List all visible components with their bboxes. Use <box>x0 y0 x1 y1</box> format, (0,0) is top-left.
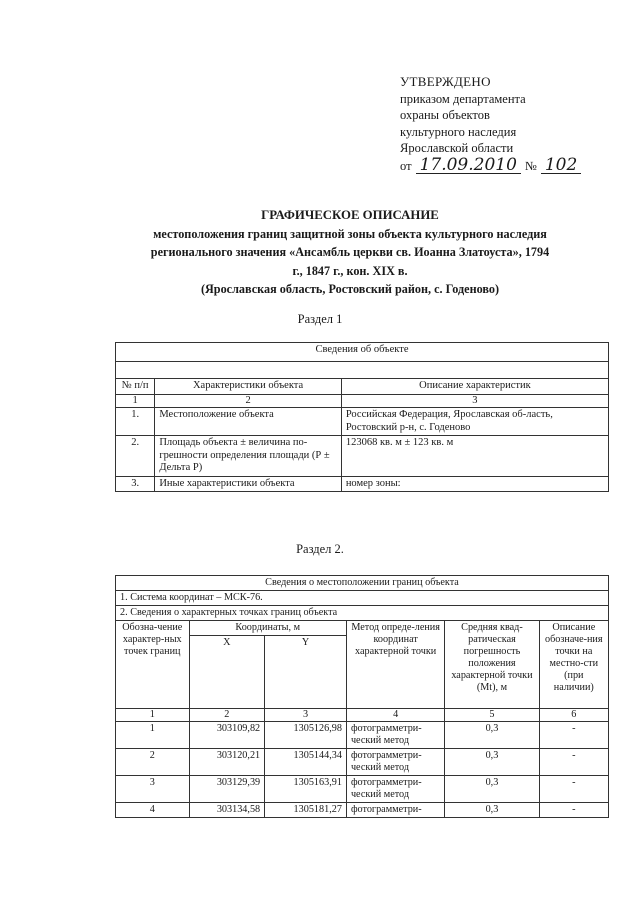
point-id: 2 <box>116 749 190 776</box>
approval-line: охраны объектов <box>400 108 490 122</box>
approval-stamp <box>400 74 630 174</box>
point-x: 303134,58 <box>189 803 265 818</box>
point-y: 1305181,27 <box>265 803 347 818</box>
approval-date: 17.09.2010 <box>416 157 521 174</box>
row-description: Российская Федерация, Ярославская об-ласть, Ростовский р-н, с. Годеново <box>341 408 608 436</box>
table-row <box>116 776 609 803</box>
title-line: местоположения границ защитной зоны объекта культурного наследия <box>153 226 547 241</box>
header-error: Средняя квад-ратическая погрешность положения характерной точки (Mt), м <box>445 621 539 709</box>
table-row <box>116 408 609 436</box>
col-number: 1 <box>116 394 155 408</box>
table-row <box>116 476 609 492</box>
point-method: фотограмметри- <box>346 803 444 818</box>
header-method: Метод опреде-ления координат характерной точки <box>346 621 444 709</box>
header-y: Y <box>265 636 347 709</box>
spacer-row <box>116 362 609 379</box>
approval-heading: УТВЕРЖДЕНО <box>400 74 491 89</box>
point-y: 1305144,34 <box>265 749 347 776</box>
point-id: 3 <box>116 776 190 803</box>
row-number: 1. <box>116 408 155 436</box>
table-row <box>116 436 609 477</box>
col-number: 6 <box>539 709 608 722</box>
point-description: - <box>539 749 608 776</box>
boundary-points-table <box>115 575 609 818</box>
header-x: X <box>189 636 265 709</box>
header-coordinates: Координаты, м <box>189 621 346 636</box>
row-number: 2. <box>116 436 155 477</box>
object-info-table <box>115 342 609 492</box>
row-number: 3. <box>116 476 155 492</box>
table-row <box>116 749 609 776</box>
table-title: Сведения о местоположении границ объекта <box>116 576 609 591</box>
row-description: номер зоны: <box>341 476 608 492</box>
title-line: г., 1847 г., кон. XIX в. <box>292 263 408 278</box>
row-characteristic: Иные характеристики объекта <box>155 476 342 492</box>
row-characteristic: Местоположение объекта <box>155 408 342 436</box>
point-error: 0,3 <box>445 803 539 818</box>
header-designation: Обозна-чение характер-ных точек границ <box>116 621 190 709</box>
point-id: 4 <box>116 803 190 818</box>
col-number: 1 <box>116 709 190 722</box>
col-number: 2 <box>155 394 342 408</box>
point-x: 303109,82 <box>189 722 265 749</box>
table-title: Сведения об объекте <box>116 343 609 362</box>
points-heading: 2. Сведения о характерных точках границ объекта <box>116 606 609 621</box>
point-description: - <box>539 803 608 818</box>
point-error: 0,3 <box>445 749 539 776</box>
col-number: 4 <box>346 709 444 722</box>
point-x: 303120,21 <box>189 749 265 776</box>
point-method: фотограмметри-ческий метод <box>346 749 444 776</box>
header-cell: Характеристики объекта <box>155 379 342 395</box>
col-number: 2 <box>189 709 265 722</box>
point-id: 1 <box>116 722 190 749</box>
table-row <box>116 722 609 749</box>
col-number: 5 <box>445 709 539 722</box>
col-number: 3 <box>341 394 608 408</box>
header-description: Описание обозначе-ния точки на местно-сти (при наличии) <box>539 621 608 709</box>
approval-date-number <box>400 154 630 175</box>
title-line: регионального значения «Ансамбль церкви св. Иоанна Златоуста», 1794 <box>150 245 550 259</box>
point-x: 303129,39 <box>189 776 265 803</box>
date-prefix: от <box>400 158 412 173</box>
point-y: 1305163,91 <box>265 776 347 803</box>
number-prefix: № <box>524 158 537 173</box>
title-line: (Ярославская область, Ростовский район, с. Годеново) <box>200 282 500 296</box>
approval-line: Ярославской области <box>400 141 514 155</box>
point-error: 0,3 <box>445 776 539 803</box>
header-cell: № п/п <box>116 379 155 395</box>
document-title <box>100 206 600 299</box>
row-characteristic: Площадь объекта ± величина по-грешности определения площади (Р ± Дельта Р) <box>155 436 342 477</box>
row-description: 123068 кв. м ± 123 кв. м <box>341 436 608 477</box>
col-number: 3 <box>265 709 347 722</box>
approval-line: культурного наследия <box>400 124 517 139</box>
point-description: - <box>539 776 608 803</box>
title-main: ГРАФИЧЕСКОЕ ОПИСАНИЕ <box>261 208 439 222</box>
point-method: фотограмметри-ческий метод <box>346 722 444 749</box>
table-row <box>116 803 609 818</box>
point-method: фотограмметри-ческий метод <box>346 776 444 803</box>
approval-line: приказом департамента <box>400 91 526 106</box>
section2-label: Раздел 2. <box>296 542 344 556</box>
approval-number: 102 <box>541 157 581 174</box>
header-cell: Описание характеристик <box>341 379 608 395</box>
coordinate-system: 1. Система координат – МСК-76. <box>116 591 609 606</box>
section1-label: Раздел 1 <box>297 312 343 326</box>
point-y: 1305126,98 <box>265 722 347 749</box>
point-error: 0,3 <box>445 722 539 749</box>
point-description: - <box>539 722 608 749</box>
